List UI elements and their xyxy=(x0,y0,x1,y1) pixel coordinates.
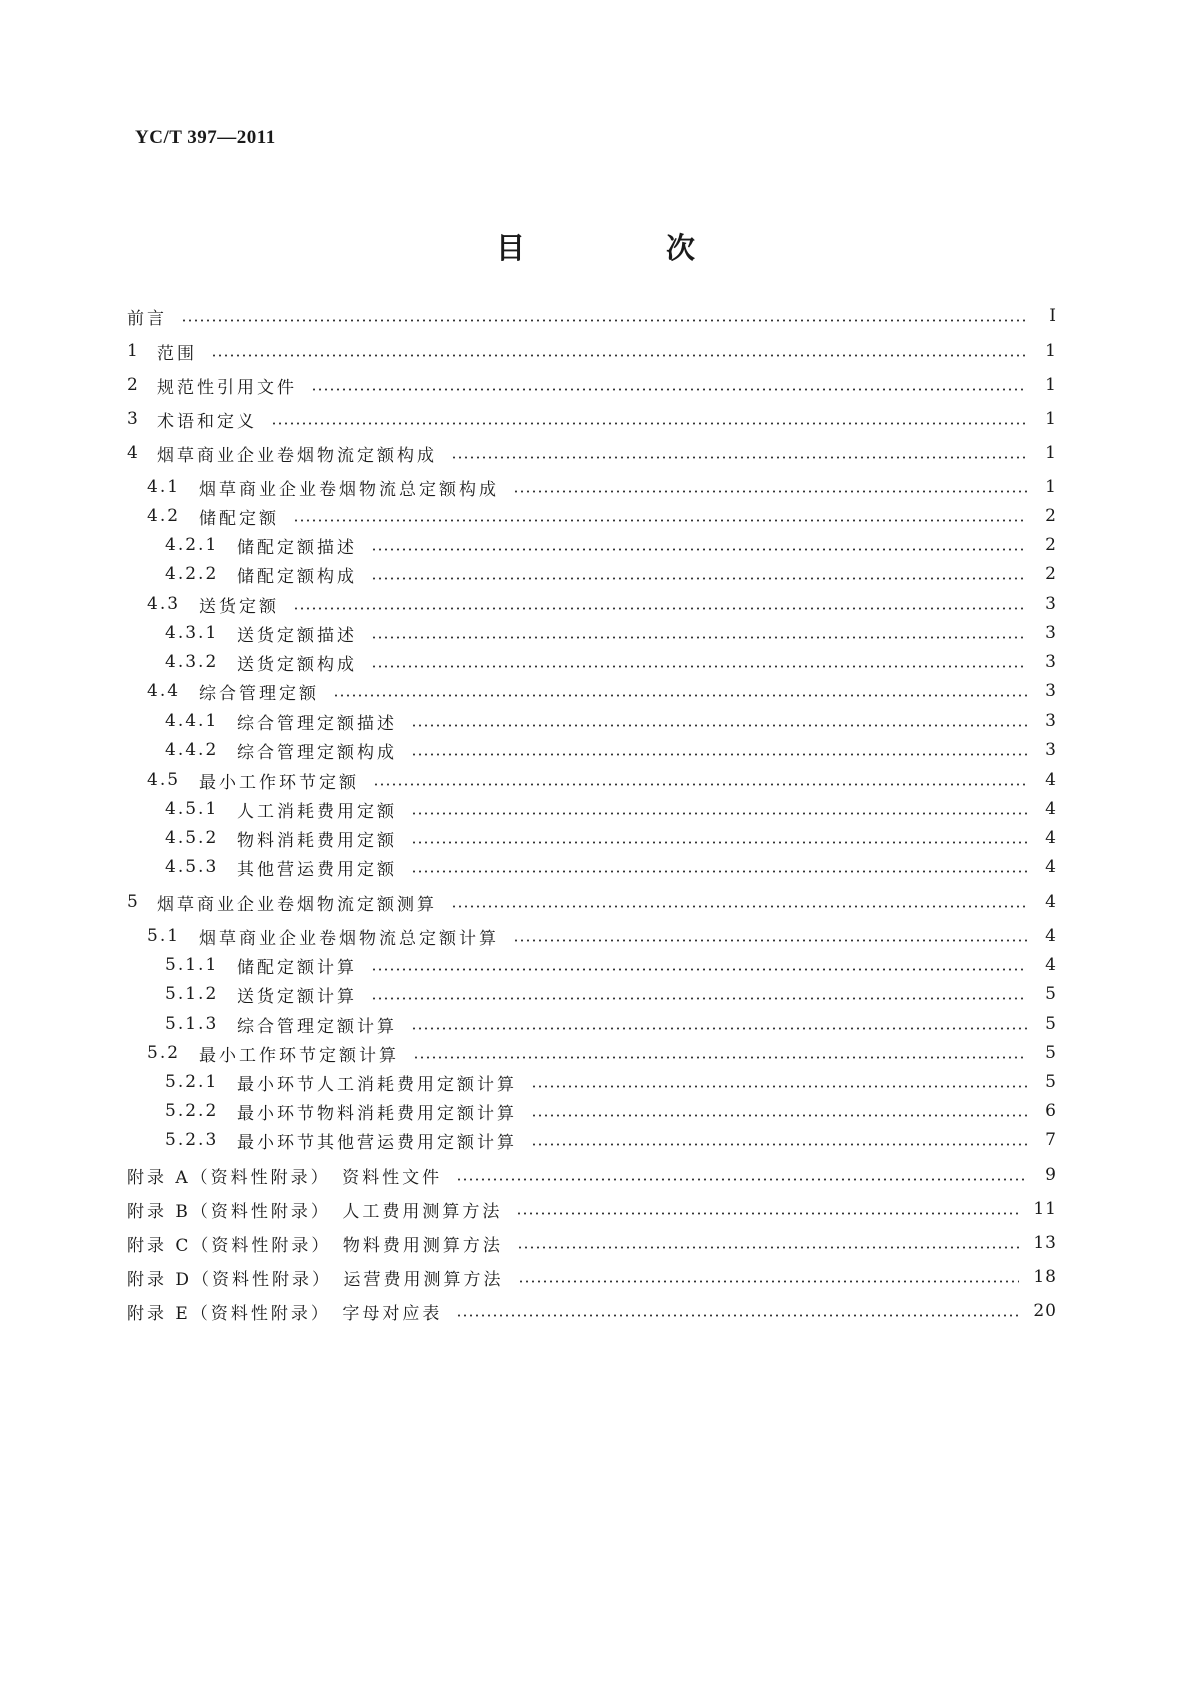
toc-entry[interactable] xyxy=(165,795,1057,823)
dot-leader xyxy=(373,783,1027,786)
toc-entry[interactable] xyxy=(127,1297,1057,1325)
toc-entry-label: 送货定额描述 xyxy=(237,625,357,646)
toc-entry[interactable] xyxy=(127,1263,1057,1291)
toc-entry-number: 4.3.1 xyxy=(165,623,219,643)
toc-entry-label: 术语和定义 xyxy=(157,411,257,432)
dot-leader xyxy=(531,1085,1027,1088)
toc-entry-number: 4.4 xyxy=(147,681,181,701)
toc-entry-page: 1 xyxy=(1045,341,1057,361)
dot-leader xyxy=(411,841,1027,844)
toc-entry-page: Ⅰ xyxy=(1049,306,1057,326)
dot-leader xyxy=(518,1280,1020,1283)
toc-entry-page: 1 xyxy=(1045,409,1057,429)
toc-entry[interactable] xyxy=(165,619,1057,647)
toc-entry-label: 最小工作环节定额 xyxy=(199,772,359,793)
toc-entry[interactable] xyxy=(147,922,1057,950)
toc-entry-label: 综合管理定额计算 xyxy=(237,1016,397,1037)
document-code: YC/T 397—2011 xyxy=(135,127,276,148)
toc-entry-number: 5.1.3 xyxy=(165,1014,219,1034)
toc-entry-page: 9 xyxy=(1045,1165,1057,1185)
toc-entry-number: 4.5.3 xyxy=(165,857,219,877)
toc-entry-page: 13 xyxy=(1033,1233,1057,1253)
toc-entry-number: 5.2.2 xyxy=(165,1101,219,1121)
toc-entry[interactable] xyxy=(165,736,1057,764)
toc-entry[interactable] xyxy=(165,1010,1057,1038)
toc-entry-label: 储配定额计算 xyxy=(237,957,357,978)
dot-leader xyxy=(531,1114,1027,1117)
toc-entry-label: 规范性引用文件 xyxy=(157,377,297,398)
toc-entry-page: 7 xyxy=(1045,1130,1057,1150)
toc-entry-number: 4 xyxy=(127,443,140,463)
toc-entry[interactable] xyxy=(165,560,1057,588)
toc-entry-number: 4.4.2 xyxy=(165,740,219,760)
dot-leader xyxy=(531,1143,1027,1146)
dot-leader xyxy=(371,548,1027,551)
dot-leader xyxy=(211,354,1027,357)
toc-entry-label: 储配定额构成 xyxy=(237,566,357,587)
dot-leader xyxy=(311,388,1027,391)
toc-entry[interactable] xyxy=(165,1126,1057,1154)
toc-entry-label: 最小环节其他营运费用定额计算 xyxy=(237,1132,517,1153)
toc-entry-number: 2 xyxy=(127,375,140,395)
dot-leader xyxy=(371,997,1027,1000)
toc-entry-number: 4.4.1 xyxy=(165,711,219,731)
toc-entry[interactable] xyxy=(127,1195,1057,1223)
toc-entry-number: 4.5 xyxy=(147,770,181,790)
toc-entry-number: 5.2.3 xyxy=(165,1130,219,1150)
toc-entry-page: 4 xyxy=(1045,799,1057,819)
toc-entry-number: 5.2 xyxy=(147,1043,181,1063)
toc-entry[interactable] xyxy=(127,888,1057,916)
dot-leader xyxy=(181,319,1027,322)
toc-entry[interactable] xyxy=(165,1068,1057,1096)
dot-leader xyxy=(371,577,1027,580)
toc-entry-label: 附录 C（资料性附录） 物料费用测算方法 xyxy=(127,1235,503,1256)
toc-entry[interactable] xyxy=(165,648,1057,676)
toc-entry-number: 1 xyxy=(127,341,140,361)
toc-entry[interactable] xyxy=(147,766,1057,794)
toc-entry-page: 4 xyxy=(1045,955,1057,975)
toc-entry-label: 人工消耗费用定额 xyxy=(237,801,397,822)
toc-entry[interactable] xyxy=(147,590,1057,618)
toc-entry-label: 其他营运费用定额 xyxy=(237,859,397,880)
toc-entry-page: 3 xyxy=(1045,652,1057,672)
dot-leader xyxy=(516,1212,1019,1215)
dot-leader xyxy=(517,1246,1019,1249)
toc-entry[interactable] xyxy=(165,1097,1057,1125)
toc-entry[interactable] xyxy=(147,1039,1057,1067)
dot-leader xyxy=(456,1314,1019,1317)
toc-entry-page: 2 xyxy=(1045,535,1057,555)
toc-entry-number: 4.2.2 xyxy=(165,564,219,584)
toc-entry[interactable] xyxy=(127,439,1057,467)
toc-entry-label: 附录 E（资料性附录） 字母对应表 xyxy=(127,1303,443,1324)
toc-entry-page: 1 xyxy=(1045,443,1057,463)
toc-entry-number: 4.1 xyxy=(147,477,181,497)
toc-entry-number: 5.1.2 xyxy=(165,984,219,1004)
dot-leader xyxy=(293,519,1027,522)
toc-entry-label: 范围 xyxy=(157,343,197,364)
toc-entry-page: 2 xyxy=(1045,564,1057,584)
dot-leader xyxy=(413,1056,1027,1059)
toc-entry-page: 3 xyxy=(1045,594,1057,614)
toc-entry-label: 烟草商业企业卷烟物流总定额构成 xyxy=(199,479,499,500)
toc-entry[interactable] xyxy=(127,1161,1057,1189)
toc-entry-page: 3 xyxy=(1045,681,1057,701)
toc-entry[interactable] xyxy=(165,707,1057,735)
dot-leader xyxy=(513,490,1027,493)
toc-entry-page: 3 xyxy=(1045,711,1057,731)
dot-leader xyxy=(411,724,1027,727)
toc-entry-label: 综合管理定额描述 xyxy=(237,713,397,734)
toc-entry[interactable] xyxy=(165,824,1057,852)
toc-entry-page: 4 xyxy=(1045,828,1057,848)
toc-entry-number: 4.2 xyxy=(147,506,181,526)
toc-entry[interactable] xyxy=(127,337,1057,365)
toc-entry-label: 附录 D（资料性附录） 运营费用测算方法 xyxy=(127,1269,504,1290)
toc-entry-label: 送货定额 xyxy=(199,596,279,617)
toc-entry-page: 3 xyxy=(1045,740,1057,760)
toc-entry[interactable] xyxy=(127,371,1057,399)
toc-entry-number: 4.3 xyxy=(147,594,181,614)
toc-entry-page: 4 xyxy=(1045,857,1057,877)
toc-entry-number: 5.2.1 xyxy=(165,1072,219,1092)
dot-leader xyxy=(371,636,1027,639)
dot-leader xyxy=(333,694,1027,697)
page-title: 目 次 xyxy=(495,231,751,265)
toc-entry-label: 送货定额构成 xyxy=(237,654,357,675)
toc-entry-page: 4 xyxy=(1045,926,1057,946)
toc-entry-page: 3 xyxy=(1045,623,1057,643)
dot-leader xyxy=(411,812,1027,815)
toc-entry-label: 储配定额 xyxy=(199,508,279,529)
toc-entry-label: 送货定额计算 xyxy=(237,986,357,1007)
toc-entry-number: 4.3.2 xyxy=(165,652,219,672)
dot-leader xyxy=(456,1178,1027,1181)
toc-entry-number: 5.1.1 xyxy=(165,955,219,975)
toc-entry[interactable] xyxy=(147,473,1057,501)
toc-entry-label: 物料消耗费用定额 xyxy=(237,830,397,851)
toc-entry-number: 5.1 xyxy=(147,926,181,946)
toc-entry-label: 附录 B（资料性附录） 人工费用测算方法 xyxy=(127,1201,503,1222)
toc-entry-page: 4 xyxy=(1045,892,1057,912)
toc-entry-page: 1 xyxy=(1045,375,1057,395)
toc-entry-number: 4.5.2 xyxy=(165,828,219,848)
toc-entry-page: 20 xyxy=(1033,1301,1057,1321)
toc-entry-number: 4.5.1 xyxy=(165,799,219,819)
toc-entry-label: 最小环节物料消耗费用定额计算 xyxy=(237,1103,517,1124)
toc-entry[interactable] xyxy=(127,1229,1057,1257)
toc-entry-page: 11 xyxy=(1033,1199,1057,1219)
toc-entry[interactable] xyxy=(165,853,1057,881)
dot-leader xyxy=(371,968,1027,971)
toc-entry[interactable] xyxy=(147,677,1057,705)
toc-entry[interactable] xyxy=(127,302,1057,330)
toc-entry[interactable] xyxy=(127,405,1057,433)
dot-leader xyxy=(411,753,1027,756)
toc-entry-page: 5 xyxy=(1045,1014,1057,1034)
toc-entry-number: 4.2.1 xyxy=(165,535,219,555)
toc-entry[interactable] xyxy=(165,951,1057,979)
toc-entry[interactable] xyxy=(165,980,1057,1008)
toc-entry-label: 附录 A（资料性附录） 资料性文件 xyxy=(127,1167,443,1188)
toc-entry-label: 综合管理定额构成 xyxy=(237,742,397,763)
toc-entry-label: 最小环节人工消耗费用定额计算 xyxy=(237,1074,517,1095)
toc-entry-page: 5 xyxy=(1045,1043,1057,1063)
toc-entry-label: 储配定额描述 xyxy=(237,537,357,558)
toc-entry-label: 前言 xyxy=(127,308,167,329)
dot-leader xyxy=(271,422,1027,425)
toc-entry-label: 烟草商业企业卷烟物流总定额计算 xyxy=(199,928,499,949)
toc-entry-page: 5 xyxy=(1045,984,1057,1004)
toc-entry-page: 5 xyxy=(1045,1072,1057,1092)
toc-entry-page: 18 xyxy=(1033,1267,1057,1287)
toc-entry-number: 3 xyxy=(127,409,140,429)
toc-entry-page: 6 xyxy=(1045,1101,1057,1121)
toc-entry-label: 最小工作环节定额计算 xyxy=(199,1045,399,1066)
toc-entry-label: 烟草商业企业卷烟物流定额构成 xyxy=(157,445,437,466)
dot-leader xyxy=(451,905,1027,908)
toc-entry-page: 1 xyxy=(1045,477,1057,497)
toc-entry-label: 综合管理定额 xyxy=(199,683,319,704)
dot-leader xyxy=(451,456,1027,459)
toc-entry-page: 2 xyxy=(1045,506,1057,526)
dot-leader xyxy=(371,665,1027,668)
dot-leader xyxy=(411,870,1027,873)
toc-entry-label: 烟草商业企业卷烟物流定额测算 xyxy=(157,894,437,915)
toc-entry-number: 5 xyxy=(127,892,140,912)
toc-entry[interactable] xyxy=(147,502,1057,530)
dot-leader xyxy=(411,1027,1027,1030)
toc-entry-page: 4 xyxy=(1045,770,1057,790)
dot-leader xyxy=(513,939,1027,942)
dot-leader xyxy=(293,607,1027,610)
toc-entry[interactable] xyxy=(165,531,1057,559)
